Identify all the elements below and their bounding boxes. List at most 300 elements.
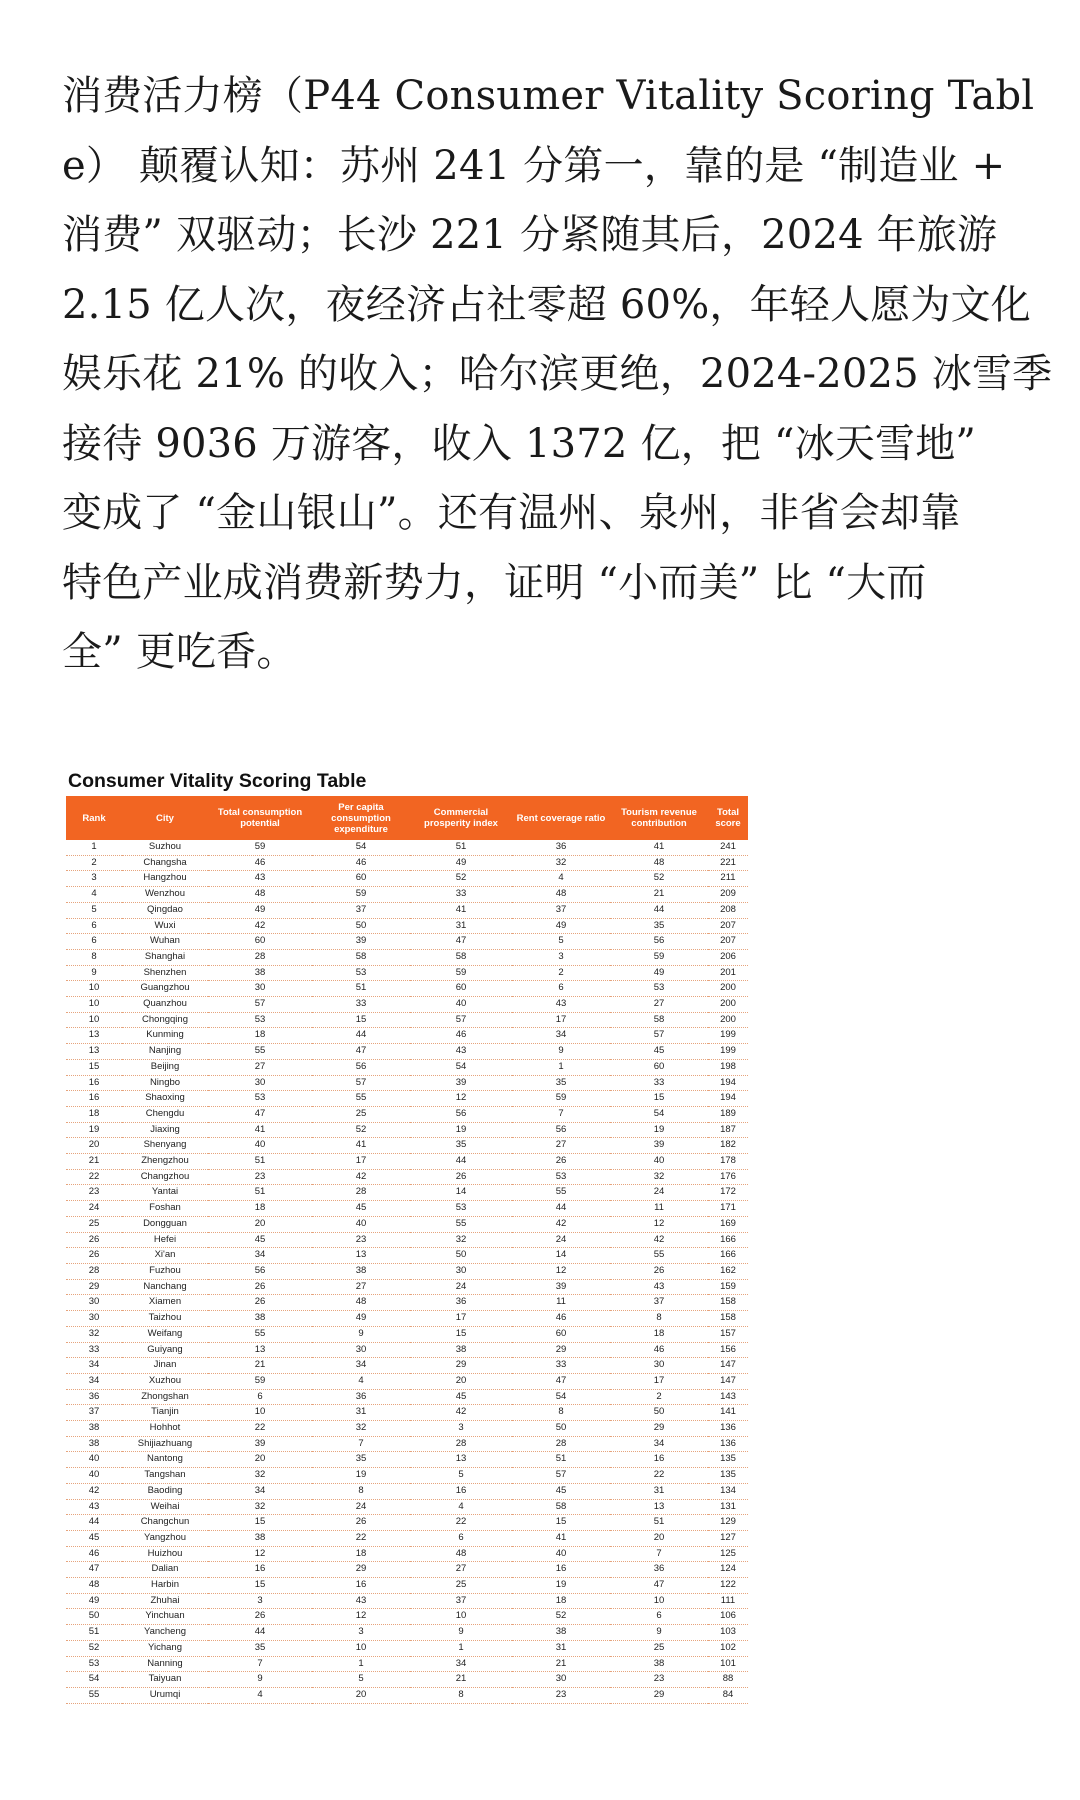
per-capita-cell: 60 xyxy=(312,871,410,887)
table-row xyxy=(66,1028,748,1044)
prosperity-index-cell: 50 xyxy=(410,1248,512,1264)
total-score-cell: 125 xyxy=(708,1546,748,1562)
rank-cell: 45 xyxy=(66,1530,122,1546)
per-capita-cell: 26 xyxy=(312,1515,410,1531)
prosperity-index-cell: 49 xyxy=(410,855,512,871)
total-score-cell: 241 xyxy=(708,840,748,855)
per-capita-cell: 51 xyxy=(312,981,410,997)
rank-cell: 4 xyxy=(66,887,122,903)
rent-coverage-cell: 44 xyxy=(512,1201,610,1217)
table-row xyxy=(66,1232,748,1248)
prosperity-index-cell: 43 xyxy=(410,1044,512,1060)
per-capita-cell: 9 xyxy=(312,1326,410,1342)
city-cell: Huizhou xyxy=(122,1546,208,1562)
column-header-city: City xyxy=(122,796,208,840)
table-row xyxy=(66,1389,748,1405)
rent-coverage-cell: 46 xyxy=(512,1311,610,1327)
per-capita-cell: 37 xyxy=(312,902,410,918)
prosperity-index-cell: 52 xyxy=(410,871,512,887)
city-cell: Shaoxing xyxy=(122,1091,208,1107)
consumption-potential-cell: 26 xyxy=(208,1609,312,1625)
per-capita-cell: 42 xyxy=(312,1169,410,1185)
prosperity-index-cell: 26 xyxy=(410,1169,512,1185)
tourism-cell: 50 xyxy=(610,1405,708,1421)
article-line: 变成了 “金山银山”。还有温州、泉州，非省会却靠 xyxy=(62,490,961,536)
per-capita-cell: 16 xyxy=(312,1578,410,1594)
table-header-row xyxy=(66,796,748,840)
tourism-cell: 27 xyxy=(610,997,708,1013)
rent-coverage-cell: 2 xyxy=(512,965,610,981)
rent-coverage-cell: 58 xyxy=(512,1499,610,1515)
table-row xyxy=(66,1436,748,1452)
consumption-potential-cell: 51 xyxy=(208,1185,312,1201)
prosperity-index-cell: 4 xyxy=(410,1499,512,1515)
total-score-cell: 206 xyxy=(708,949,748,965)
rent-coverage-cell: 5 xyxy=(512,934,610,950)
total-score-cell: 199 xyxy=(708,1044,748,1060)
total-score-cell: 221 xyxy=(708,855,748,871)
consumption-potential-cell: 12 xyxy=(208,1546,312,1562)
per-capita-cell: 53 xyxy=(312,965,410,981)
city-cell: Yichang xyxy=(122,1640,208,1656)
tourism-cell: 7 xyxy=(610,1546,708,1562)
tourism-cell: 56 xyxy=(610,934,708,950)
rent-coverage-cell: 3 xyxy=(512,949,610,965)
total-score-cell: 143 xyxy=(708,1389,748,1405)
city-cell: Wenzhou xyxy=(122,887,208,903)
prosperity-index-cell: 36 xyxy=(410,1295,512,1311)
table-row xyxy=(66,1546,748,1562)
rank-cell: 16 xyxy=(66,1091,122,1107)
table-row xyxy=(66,1075,748,1091)
rank-cell: 40 xyxy=(66,1452,122,1468)
table-row xyxy=(66,871,748,887)
city-cell: Nanning xyxy=(122,1656,208,1672)
prosperity-index-cell: 15 xyxy=(410,1326,512,1342)
total-score-cell: 147 xyxy=(708,1358,748,1374)
tourism-cell: 55 xyxy=(610,1248,708,1264)
tourism-cell: 35 xyxy=(610,918,708,934)
total-score-cell: 157 xyxy=(708,1326,748,1342)
total-score-cell: 207 xyxy=(708,918,748,934)
rank-cell: 47 xyxy=(66,1562,122,1578)
rent-coverage-cell: 55 xyxy=(512,1185,610,1201)
total-score-cell: 135 xyxy=(708,1452,748,1468)
city-cell: Fuzhou xyxy=(122,1263,208,1279)
consumption-potential-cell: 59 xyxy=(208,840,312,855)
per-capita-cell: 27 xyxy=(312,1279,410,1295)
total-score-cell: 122 xyxy=(708,1578,748,1594)
per-capita-cell: 43 xyxy=(312,1593,410,1609)
per-capita-cell: 22 xyxy=(312,1530,410,1546)
rank-cell: 42 xyxy=(66,1483,122,1499)
consumption-potential-cell: 38 xyxy=(208,1311,312,1327)
tourism-cell: 23 xyxy=(610,1672,708,1688)
total-score-cell: 208 xyxy=(708,902,748,918)
rent-coverage-cell: 1 xyxy=(512,1059,610,1075)
rent-coverage-cell: 9 xyxy=(512,1044,610,1060)
tourism-cell: 48 xyxy=(610,855,708,871)
total-score-cell: 158 xyxy=(708,1311,748,1327)
rank-cell: 40 xyxy=(66,1468,122,1484)
rent-coverage-cell: 24 xyxy=(512,1232,610,1248)
tourism-cell: 26 xyxy=(610,1263,708,1279)
city-cell: Shanghai xyxy=(122,949,208,965)
per-capita-cell: 24 xyxy=(312,1499,410,1515)
tourism-cell: 37 xyxy=(610,1295,708,1311)
tourism-cell: 40 xyxy=(610,1154,708,1170)
rent-coverage-cell: 14 xyxy=(512,1248,610,1264)
prosperity-index-cell: 16 xyxy=(410,1483,512,1499)
tourism-cell: 41 xyxy=(610,840,708,855)
consumption-potential-cell: 45 xyxy=(208,1232,312,1248)
rank-cell: 22 xyxy=(66,1169,122,1185)
consumption-potential-cell: 57 xyxy=(208,997,312,1013)
prosperity-index-cell: 51 xyxy=(410,840,512,855)
consumption-potential-cell: 34 xyxy=(208,1248,312,1264)
prosperity-index-cell: 40 xyxy=(410,997,512,1013)
total-score-cell: 88 xyxy=(708,1672,748,1688)
total-score-cell: 141 xyxy=(708,1405,748,1421)
per-capita-cell: 33 xyxy=(312,997,410,1013)
rank-cell: 16 xyxy=(66,1075,122,1091)
consumption-potential-cell: 42 xyxy=(208,918,312,934)
rent-coverage-cell: 42 xyxy=(512,1216,610,1232)
rent-coverage-cell: 21 xyxy=(512,1656,610,1672)
table-row xyxy=(66,918,748,934)
total-score-cell: 103 xyxy=(708,1625,748,1641)
tourism-cell: 15 xyxy=(610,1091,708,1107)
per-capita-cell: 1 xyxy=(312,1656,410,1672)
rank-cell: 30 xyxy=(66,1311,122,1327)
tourism-cell: 19 xyxy=(610,1122,708,1138)
article-line: 消费活力榜（P44 Consumer Vitality Scoring Tabl xyxy=(62,73,1035,119)
table-row xyxy=(66,1342,748,1358)
total-score-cell: 182 xyxy=(708,1138,748,1154)
table-row xyxy=(66,1263,748,1279)
prosperity-index-cell: 48 xyxy=(410,1546,512,1562)
total-score-cell: 201 xyxy=(708,965,748,981)
total-score-cell: 106 xyxy=(708,1609,748,1625)
city-cell: Urumqi xyxy=(122,1687,208,1703)
rank-cell: 20 xyxy=(66,1138,122,1154)
city-cell: Dalian xyxy=(122,1562,208,1578)
total-score-cell: 127 xyxy=(708,1530,748,1546)
rank-cell: 9 xyxy=(66,965,122,981)
tourism-cell: 45 xyxy=(610,1044,708,1060)
tourism-cell: 60 xyxy=(610,1059,708,1075)
rank-cell: 24 xyxy=(66,1201,122,1217)
total-score-cell: 129 xyxy=(708,1515,748,1531)
rank-cell: 53 xyxy=(66,1656,122,1672)
city-cell: Weihai xyxy=(122,1499,208,1515)
consumption-potential-cell: 39 xyxy=(208,1436,312,1452)
prosperity-index-cell: 47 xyxy=(410,934,512,950)
tourism-cell: 29 xyxy=(610,1687,708,1703)
prosperity-index-cell: 60 xyxy=(410,981,512,997)
consumption-potential-cell: 15 xyxy=(208,1515,312,1531)
table-row xyxy=(66,1279,748,1295)
city-cell: Changzhou xyxy=(122,1169,208,1185)
consumption-potential-cell: 51 xyxy=(208,1154,312,1170)
rank-cell: 10 xyxy=(66,997,122,1013)
rent-coverage-cell: 43 xyxy=(512,997,610,1013)
total-score-cell: 84 xyxy=(708,1687,748,1703)
consumption-potential-cell: 59 xyxy=(208,1373,312,1389)
tourism-cell: 13 xyxy=(610,1499,708,1515)
per-capita-cell: 39 xyxy=(312,934,410,950)
consumption-potential-cell: 7 xyxy=(208,1656,312,1672)
rank-cell: 38 xyxy=(66,1436,122,1452)
table-row xyxy=(66,1169,748,1185)
city-cell: Jiaxing xyxy=(122,1122,208,1138)
table-body xyxy=(66,840,748,1703)
rent-coverage-cell: 16 xyxy=(512,1562,610,1578)
per-capita-cell: 25 xyxy=(312,1106,410,1122)
article-line: 全” 更吃香。 xyxy=(62,629,297,675)
prosperity-index-cell: 53 xyxy=(410,1201,512,1217)
consumption-potential-cell: 53 xyxy=(208,1012,312,1028)
prosperity-index-cell: 17 xyxy=(410,1311,512,1327)
city-cell: Dongguan xyxy=(122,1216,208,1232)
tourism-cell: 33 xyxy=(610,1075,708,1091)
total-score-cell: 166 xyxy=(708,1232,748,1248)
tourism-cell: 6 xyxy=(610,1609,708,1625)
city-cell: Shenzhen xyxy=(122,965,208,981)
consumption-potential-cell: 9 xyxy=(208,1672,312,1688)
city-cell: Hefei xyxy=(122,1232,208,1248)
prosperity-index-cell: 21 xyxy=(410,1672,512,1688)
rank-cell: 10 xyxy=(66,981,122,997)
per-capita-cell: 13 xyxy=(312,1248,410,1264)
consumption-potential-cell: 38 xyxy=(208,965,312,981)
city-cell: Kunming xyxy=(122,1028,208,1044)
rank-cell: 28 xyxy=(66,1263,122,1279)
table-row xyxy=(66,949,748,965)
tourism-cell: 58 xyxy=(610,1012,708,1028)
city-cell: Yinchuan xyxy=(122,1609,208,1625)
per-capita-cell: 41 xyxy=(312,1138,410,1154)
city-cell: Yangzhou xyxy=(122,1530,208,1546)
per-capita-cell: 4 xyxy=(312,1373,410,1389)
table-row xyxy=(66,934,748,950)
tourism-cell: 42 xyxy=(610,1232,708,1248)
table-row xyxy=(66,1421,748,1437)
total-score-cell: 102 xyxy=(708,1640,748,1656)
scoring-table xyxy=(66,796,748,1704)
prosperity-index-cell: 38 xyxy=(410,1342,512,1358)
total-score-cell: 171 xyxy=(708,1201,748,1217)
city-cell: Tianjin xyxy=(122,1405,208,1421)
table-row xyxy=(66,1672,748,1688)
prosperity-index-cell: 9 xyxy=(410,1625,512,1641)
rank-cell: 19 xyxy=(66,1122,122,1138)
per-capita-cell: 36 xyxy=(312,1389,410,1405)
prosperity-index-cell: 55 xyxy=(410,1216,512,1232)
rent-coverage-cell: 31 xyxy=(512,1640,610,1656)
prosperity-index-cell: 54 xyxy=(410,1059,512,1075)
scoring-table-figure xyxy=(66,766,750,1700)
table-row xyxy=(66,1122,748,1138)
consumption-potential-cell: 56 xyxy=(208,1263,312,1279)
rank-cell: 34 xyxy=(66,1358,122,1374)
rent-coverage-cell: 34 xyxy=(512,1028,610,1044)
consumption-potential-cell: 15 xyxy=(208,1578,312,1594)
city-cell: Nanjing xyxy=(122,1044,208,1060)
rent-coverage-cell: 53 xyxy=(512,1169,610,1185)
per-capita-cell: 45 xyxy=(312,1201,410,1217)
per-capita-cell: 32 xyxy=(312,1421,410,1437)
total-score-cell: 187 xyxy=(708,1122,748,1138)
article-line: 特色产业成消费新势力，证明 “小而美” 比 “大而 xyxy=(62,559,927,606)
rank-cell: 43 xyxy=(66,1499,122,1515)
table-row xyxy=(66,1358,748,1374)
table-row xyxy=(66,1216,748,1232)
city-cell: Xiamen xyxy=(122,1295,208,1311)
figure-title: Consumer Vitality Scoring Table xyxy=(68,770,367,792)
total-score-cell: 134 xyxy=(708,1483,748,1499)
rent-coverage-cell: 6 xyxy=(512,981,610,997)
table-row xyxy=(66,840,748,855)
table-row xyxy=(66,1185,748,1201)
rank-cell: 3 xyxy=(66,871,122,887)
table-row xyxy=(66,981,748,997)
table-row xyxy=(66,1483,748,1499)
table-row xyxy=(66,1311,748,1327)
city-cell: Wuhan xyxy=(122,934,208,950)
city-cell: Baoding xyxy=(122,1483,208,1499)
rent-coverage-cell: 8 xyxy=(512,1405,610,1421)
per-capita-cell: 38 xyxy=(312,1263,410,1279)
per-capita-cell: 8 xyxy=(312,1483,410,1499)
prosperity-index-cell: 24 xyxy=(410,1279,512,1295)
rent-coverage-cell: 49 xyxy=(512,918,610,934)
city-cell: Yancheng xyxy=(122,1625,208,1641)
consumption-potential-cell: 40 xyxy=(208,1138,312,1154)
total-score-cell: 162 xyxy=(708,1263,748,1279)
table-row xyxy=(66,1625,748,1641)
rent-coverage-cell: 60 xyxy=(512,1326,610,1342)
per-capita-cell: 59 xyxy=(312,887,410,903)
table-row xyxy=(66,855,748,871)
tourism-cell: 36 xyxy=(610,1562,708,1578)
per-capita-cell: 5 xyxy=(312,1672,410,1688)
rank-cell: 6 xyxy=(66,934,122,950)
prosperity-index-cell: 57 xyxy=(410,1012,512,1028)
table-row xyxy=(66,902,748,918)
rank-cell: 32 xyxy=(66,1326,122,1342)
total-score-cell: 135 xyxy=(708,1468,748,1484)
consumption-potential-cell: 28 xyxy=(208,949,312,965)
prosperity-index-cell: 59 xyxy=(410,965,512,981)
table-row xyxy=(66,887,748,903)
rank-cell: 36 xyxy=(66,1389,122,1405)
rank-cell: 48 xyxy=(66,1578,122,1594)
consumption-potential-cell: 35 xyxy=(208,1640,312,1656)
prosperity-index-cell: 14 xyxy=(410,1185,512,1201)
rank-cell: 21 xyxy=(66,1154,122,1170)
city-cell: Tangshan xyxy=(122,1468,208,1484)
column-header-rent-coverage-ratio: Rent coverage ratio xyxy=(512,796,610,840)
per-capita-cell: 23 xyxy=(312,1232,410,1248)
prosperity-index-cell: 20 xyxy=(410,1373,512,1389)
tourism-cell: 46 xyxy=(610,1342,708,1358)
city-cell: Beijing xyxy=(122,1059,208,1075)
prosperity-index-cell: 25 xyxy=(410,1578,512,1594)
city-cell: Nanchang xyxy=(122,1279,208,1295)
rent-coverage-cell: 7 xyxy=(512,1106,610,1122)
city-cell: Qingdao xyxy=(122,902,208,918)
article-line: 接待 9036 万游客，收入 1372 亿，把 “冰天雪地” xyxy=(62,420,977,467)
per-capita-cell: 10 xyxy=(312,1640,410,1656)
tourism-cell: 47 xyxy=(610,1578,708,1594)
total-score-cell: 200 xyxy=(708,997,748,1013)
prosperity-index-cell: 34 xyxy=(410,1656,512,1672)
tourism-cell: 11 xyxy=(610,1201,708,1217)
rank-cell: 10 xyxy=(66,1012,122,1028)
city-cell: Wuxi xyxy=(122,918,208,934)
rent-coverage-cell: 51 xyxy=(512,1452,610,1468)
consumption-potential-cell: 21 xyxy=(208,1358,312,1374)
rent-coverage-cell: 4 xyxy=(512,871,610,887)
table-row xyxy=(66,1138,748,1154)
per-capita-cell: 34 xyxy=(312,1358,410,1374)
rank-cell: 13 xyxy=(66,1028,122,1044)
tourism-cell: 59 xyxy=(610,949,708,965)
city-cell: Suzhou xyxy=(122,840,208,855)
consumption-potential-cell: 27 xyxy=(208,1059,312,1075)
tourism-cell: 57 xyxy=(610,1028,708,1044)
tourism-cell: 20 xyxy=(610,1530,708,1546)
tourism-cell: 22 xyxy=(610,1468,708,1484)
tourism-cell: 8 xyxy=(610,1311,708,1327)
per-capita-cell: 50 xyxy=(312,918,410,934)
rank-cell: 29 xyxy=(66,1279,122,1295)
rent-coverage-cell: 27 xyxy=(512,1138,610,1154)
rent-coverage-cell: 56 xyxy=(512,1122,610,1138)
rent-coverage-cell: 57 xyxy=(512,1468,610,1484)
table-row xyxy=(66,1154,748,1170)
rank-cell: 50 xyxy=(66,1609,122,1625)
consumption-potential-cell: 43 xyxy=(208,871,312,887)
tourism-cell: 25 xyxy=(610,1640,708,1656)
table-row xyxy=(66,1106,748,1122)
city-cell: Yantai xyxy=(122,1185,208,1201)
consumption-potential-cell: 26 xyxy=(208,1295,312,1311)
prosperity-index-cell: 30 xyxy=(410,1263,512,1279)
city-cell: Taiyuan xyxy=(122,1672,208,1688)
total-score-cell: 147 xyxy=(708,1373,748,1389)
city-cell: Zhuhai xyxy=(122,1593,208,1609)
article-line: 消费” 双驱动；长沙 221 分紧随其后，2024 年旅游 xyxy=(62,212,998,258)
tourism-cell: 43 xyxy=(610,1279,708,1295)
tourism-cell: 16 xyxy=(610,1452,708,1468)
column-header-rank: Rank xyxy=(66,796,122,840)
total-score-cell: 136 xyxy=(708,1436,748,1452)
total-score-cell: 176 xyxy=(708,1169,748,1185)
column-header-commercial-prosperity-index: Commercial prosperity index xyxy=(410,796,512,840)
total-score-cell: 169 xyxy=(708,1216,748,1232)
tourism-cell: 9 xyxy=(610,1625,708,1641)
per-capita-cell: 56 xyxy=(312,1059,410,1075)
per-capita-cell: 7 xyxy=(312,1436,410,1452)
per-capita-cell: 49 xyxy=(312,1311,410,1327)
rank-cell: 52 xyxy=(66,1640,122,1656)
total-score-cell: 156 xyxy=(708,1342,748,1358)
consumption-potential-cell: 10 xyxy=(208,1405,312,1421)
consumption-potential-cell: 49 xyxy=(208,902,312,918)
prosperity-index-cell: 46 xyxy=(410,1028,512,1044)
